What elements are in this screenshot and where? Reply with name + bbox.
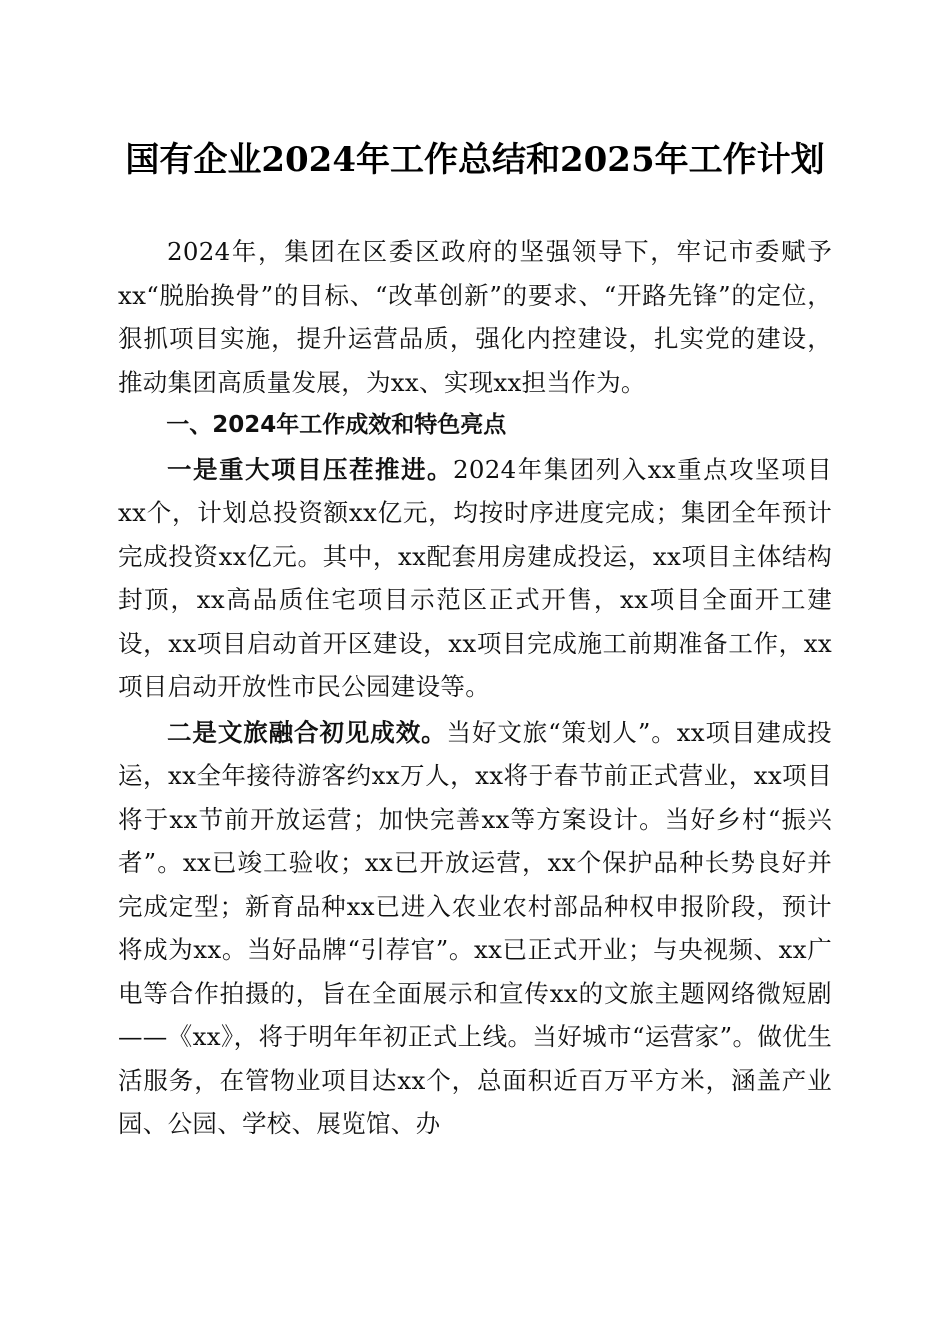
intro-paragraph: 2024年，集团在区委区政府的坚强领导下，牢记市委赋予xx“脱胎换骨”的目标、“改革创新”的要求、“开路先锋”的定位，狠抓项目实施，提升运营品质，强化内控建设，扎实党的建设，推动集团高质量发展，为xx、实现xx担当作为。 — [118, 237, 832, 397]
section-heading: 一、2024年工作成效和特色亮点 — [166, 412, 507, 438]
point-2-paragraph — [118, 711, 832, 1146]
document-title: 国有企业2024年工作总结和2025年工作计划 — [125, 140, 825, 180]
document-body — [118, 230, 832, 1146]
point-1-paragraph — [118, 448, 832, 709]
point-1-lead: 一是重大项目压茬推进。 — [167, 454, 453, 484]
point-2-text: 当好文旅“策划人”。xx项目建成投运，xx全年接待游客约xx万人，xx将于春节前正式营业，xx项目将于xx节前开放运营；加快完善xx等方案设计。当好乡村“振兴者”。xx已竣工验收；xx已开放运营，xx个保护品种长势良好并完成定型；新育品种xx已进入农业农村部品种权申报阶段，预计将成为xx。当好品牌“引荐官”。xx已正式开业；与央视频、xx广电等合作拍摄的，旨在全面展示和宣传xx的文旅主题网络微短剧——《xx》，将于明年年初正式上线。当好城市“运营家”。做优生活服务，在管物业项目达xx个，总面积近百万平方米，涵盖产业园、公园、学校、展览馆、办 — [118, 717, 832, 1138]
point-1-text: 2024年集团列入xx重点攻坚项目xx个，计划总投资额xx亿元，均按时序进度完成；集团全年预计完成投资xx亿元。其中，xx配套用房建成投运，xx项目主体结构封顶，xx高品质住宅项目示范区正式开售，xx项目全面开工建设，xx项目启动首开区建设，xx项目完成施工前期准备工作，xx项目启动开放性市民公园建设等。 — [118, 454, 832, 701]
point-2-lead: 二是文旅融合初见成效。 — [167, 717, 447, 747]
